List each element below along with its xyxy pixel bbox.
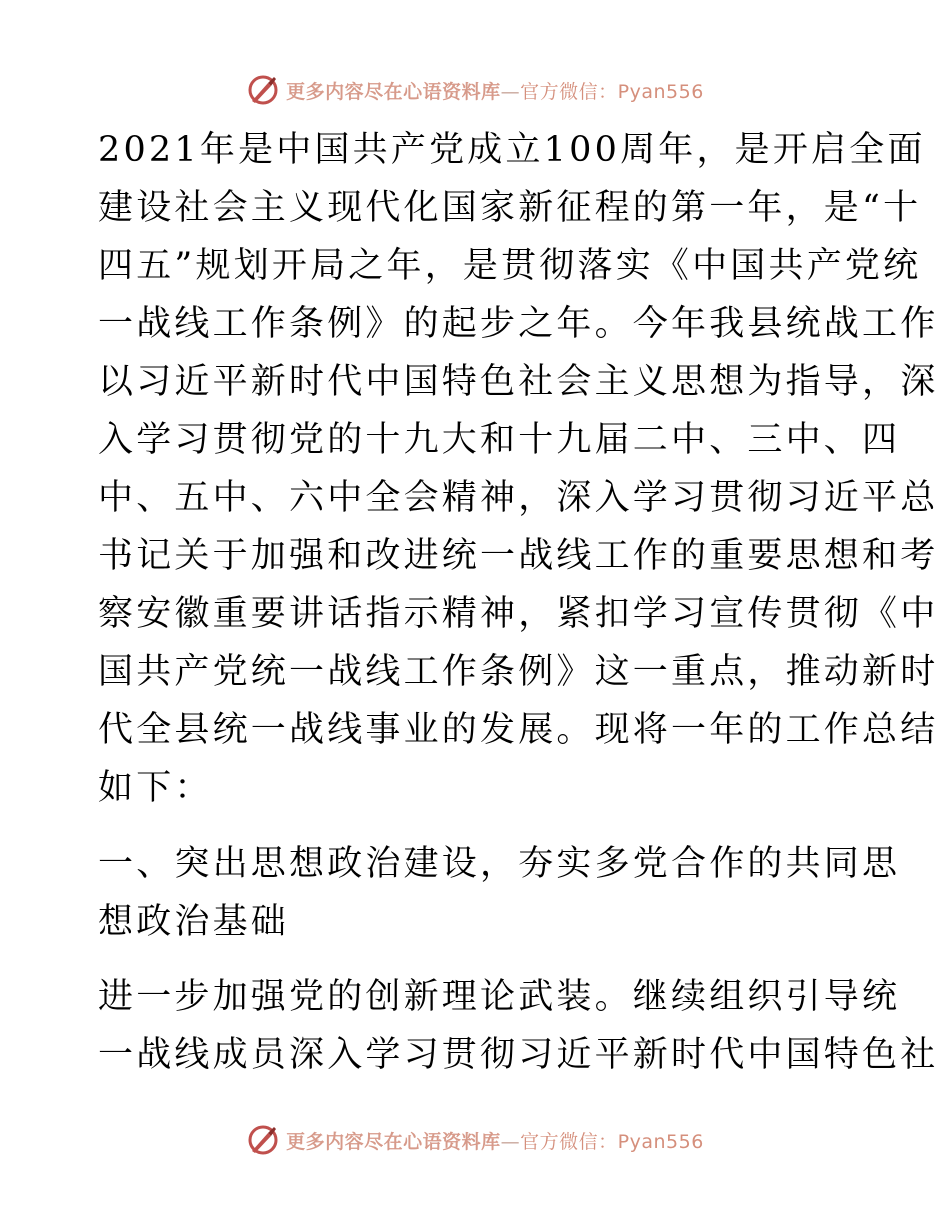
watermark-contact: 官方微信：Pyan556: [520, 1130, 704, 1153]
text-line: 书记关于加强和改进统一战线工作的重要思想和考: [98, 536, 939, 576]
text-line: 进一步加强党的创新理论武装。继续组织引导统: [98, 977, 901, 1017]
heading-line: 一、突出思想政治建设，夯实多党合作的共同思: [98, 844, 901, 884]
watermark-text: 更多内容尽在心语资料库: [286, 1130, 501, 1153]
text-line: 一战线成员深入学习贯彻习近平新时代中国特色社: [98, 1035, 939, 1075]
paragraph-section-1: [98, 968, 939, 1084]
text-line: 四五”规划开局之年，是贯彻落实《中国共产党统: [98, 246, 922, 286]
text-line: 2021年是中国共产党成立100周年，是开启全面: [98, 130, 926, 170]
quill-seal-icon: [246, 73, 280, 107]
watermark-bottom: [0, 1120, 950, 1160]
paragraph-intro: [98, 121, 939, 817]
text-line: 入学习贯彻党的十九大和十九届二中、三中、四: [98, 420, 901, 460]
text-line: 国共产党统一战线工作条例》这一重点，推动新时: [98, 652, 939, 692]
watermark-separator: —: [500, 80, 521, 103]
heading-line: 想政治基础: [98, 902, 290, 942]
watermark-contact: 官方微信：Pyan556: [520, 80, 704, 103]
text-line: 察安徽重要讲话指示精神，紧扣学习宣传贯彻《中: [98, 594, 939, 634]
text-line: 代全县统一战线事业的发展。现将一年的工作总结: [98, 710, 939, 750]
text-line: 一战线工作条例》的起步之年。今年我县统战工作: [98, 304, 939, 344]
watermark-text: 更多内容尽在心语资料库: [286, 80, 501, 103]
text-line: 如下：: [98, 768, 213, 808]
section-heading-1: [98, 835, 901, 951]
watermark-separator: —: [500, 1130, 521, 1153]
watermark-top: [0, 70, 950, 110]
quill-seal-icon: [246, 1123, 280, 1157]
text-line: 中、五中、六中全会精神，深入学习贯彻习近平总: [98, 478, 939, 518]
text-line: 建设社会主义现代化国家新征程的第一年，是“十: [98, 188, 922, 228]
text-line: 以习近平新时代中国特色社会主义思想为指导，深: [98, 362, 939, 402]
